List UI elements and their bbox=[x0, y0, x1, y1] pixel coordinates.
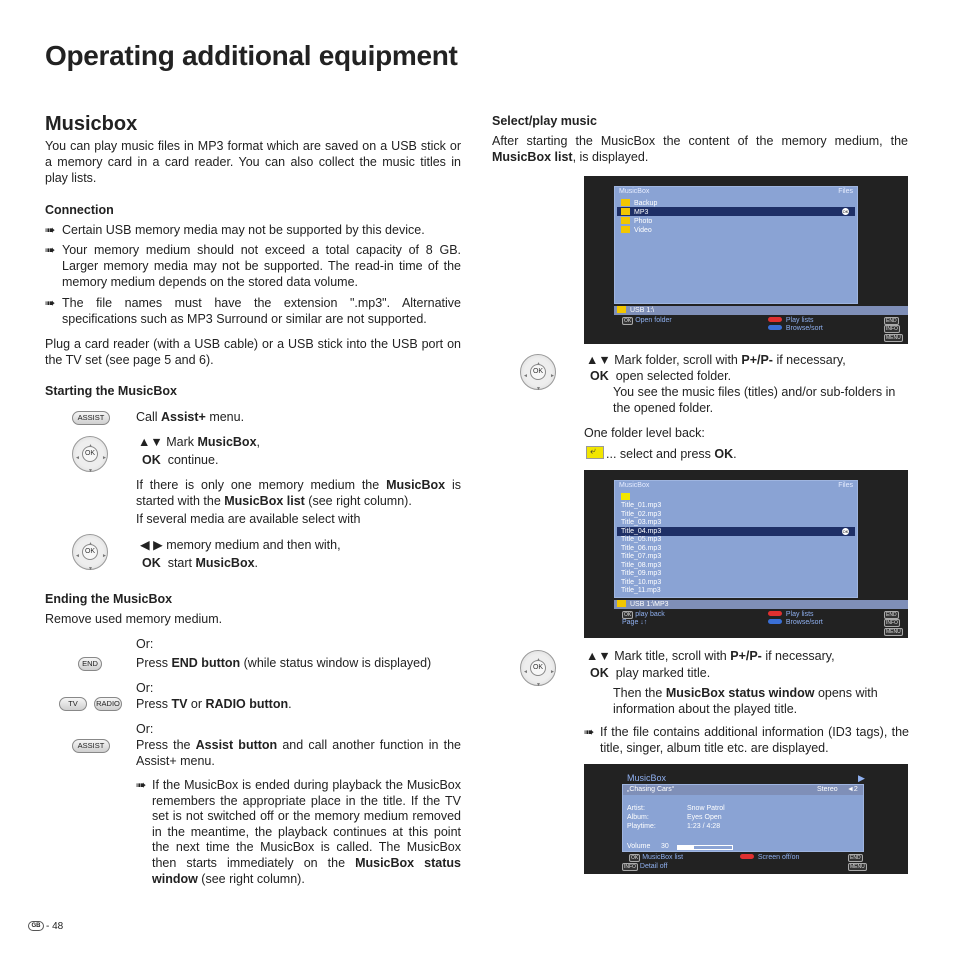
end-button[interactable]: END bbox=[78, 657, 102, 671]
ok-navigation-pad-4[interactable]: ▼ ◄ ► OK bbox=[520, 650, 556, 686]
plug-text: Plug a card reader (with a USB cable) or a USB stick into the USB port on the TV set (see page 5 and 6). bbox=[45, 337, 461, 367]
folder-item[interactable]: Video bbox=[621, 226, 652, 236]
or-label: Or: bbox=[136, 681, 154, 695]
end-key-icon: END bbox=[886, 612, 897, 618]
title-list-panel bbox=[614, 480, 858, 598]
title-item[interactable]: Title_02.mp3 bbox=[621, 510, 662, 518]
folder-icon bbox=[621, 199, 630, 206]
country-badge: GB bbox=[28, 921, 44, 931]
ok-navigation-pad-2[interactable]: ▼ ◄ ► OK bbox=[72, 534, 108, 570]
folder-icon bbox=[617, 600, 626, 607]
path-text: USB 1:\MP3 bbox=[630, 601, 669, 608]
ok-icon: OK bbox=[624, 318, 632, 324]
ok-key[interactable]: OK bbox=[530, 660, 546, 676]
connection-bullet-1: ➠ Certain USB memory media may not be supported by this device. bbox=[45, 223, 425, 237]
play-title-text: OK play marked title. bbox=[590, 666, 711, 680]
path-bar bbox=[614, 600, 908, 609]
info-key-icon: INFO bbox=[886, 326, 898, 332]
title-item[interactable]: Title_07.mp3 bbox=[621, 553, 662, 560]
end-key-icon: END bbox=[886, 318, 897, 324]
page-hint: Page ↓↑ bbox=[622, 619, 648, 626]
single-medium-text: If there is only one memory medium the MusicBox is started with the MusicBox list (see right column). bbox=[136, 478, 462, 508]
red-key-icon bbox=[740, 854, 754, 859]
speaker-icon: ◄2 bbox=[847, 786, 858, 793]
path-bar bbox=[614, 306, 908, 315]
ok-start-text: OK start MusicBox. bbox=[142, 556, 259, 570]
tv-button[interactable]: TV bbox=[59, 697, 87, 711]
detail-off-hint: INFO Detail off bbox=[624, 863, 668, 870]
or-label: Or: bbox=[136, 722, 154, 736]
volume-value: 30 bbox=[661, 843, 669, 850]
title-item[interactable]: Title_08.mp3 bbox=[621, 561, 662, 569]
left-right-arrow-icon: ◀ ▶ bbox=[140, 538, 163, 552]
ok-icon: OK bbox=[842, 209, 849, 214]
folder-back-text: One folder level back: bbox=[584, 426, 705, 440]
select-intro: After starting the MusicBox the content of the memory medium, the MusicBox list, is displayed. bbox=[492, 134, 908, 164]
remove-medium-text: Remove used memory medium. bbox=[45, 612, 223, 626]
play-lists-hint: Play lists bbox=[768, 317, 814, 326]
arrow-icon: ➠ bbox=[45, 223, 56, 237]
info-key-icon: INFO bbox=[624, 864, 636, 870]
section-title: Musicbox bbox=[45, 113, 138, 135]
title-item[interactable]: Title_03.mp3 bbox=[621, 519, 662, 526]
tv-radio-text: Press TV or RADIO button. bbox=[136, 697, 292, 711]
blue-key-icon bbox=[768, 325, 782, 330]
title-item[interactable]: Title_11.mp3 bbox=[621, 587, 661, 594]
musicbox-list-screen bbox=[584, 176, 908, 344]
ok-icon: OK bbox=[624, 612, 632, 618]
path-text: USB 1:\ bbox=[630, 307, 655, 314]
browse-sort-hint: Browse/sort bbox=[768, 619, 823, 628]
title-item[interactable]: Title_09.mp3 bbox=[621, 570, 662, 577]
blue-key-icon bbox=[768, 619, 782, 624]
browse-sort-hint: Browse/sort bbox=[768, 325, 823, 334]
red-key-icon bbox=[768, 611, 782, 616]
title-item[interactable]: Title_10.mp3 bbox=[621, 578, 662, 586]
ok-key[interactable]: OK bbox=[82, 446, 98, 462]
playtime-value: 1:23 / 4:28 bbox=[687, 823, 721, 830]
call-assist-text: Call Assist+ menu. bbox=[136, 410, 245, 424]
end-button-text: Press END button (while status window is displayed) bbox=[136, 656, 432, 670]
ok-key[interactable]: OK bbox=[530, 364, 546, 380]
red-key-icon bbox=[768, 317, 782, 322]
select-play-heading: Select/play music bbox=[492, 114, 597, 128]
folder-item[interactable]: Backup bbox=[621, 199, 657, 209]
folder-item[interactable]: Photo bbox=[621, 217, 652, 227]
album-value: Eyes Open bbox=[687, 814, 722, 821]
assist-button-2[interactable]: ASSIST bbox=[72, 739, 110, 753]
ending-heading: Ending the MusicBox bbox=[45, 592, 173, 606]
status-window-text: Then the MusicBox status window opens with information about the played title. bbox=[613, 686, 878, 716]
mark-folder-text: ▲▼ Mark folder, scroll with P+/P- if necessary, bbox=[586, 353, 846, 367]
artist-label: Artist: bbox=[627, 805, 645, 812]
ok-navigation-pad-3[interactable]: ▼ ◄ ► OK bbox=[520, 354, 556, 390]
arrow-icon: ➠ bbox=[136, 778, 147, 792]
assist-end-text: Press the Assist button and call another function in the Assist+ menu. bbox=[136, 738, 462, 768]
play-back-hint: OK play back bbox=[624, 611, 665, 618]
artist-value: Snow Patrol bbox=[687, 805, 725, 812]
title-item[interactable]: Title_01.mp3 bbox=[621, 502, 662, 509]
select-back-text: ... select and press OK. bbox=[606, 447, 737, 461]
up-down-arrow-icon: ▲▼ bbox=[586, 649, 611, 663]
folder-icon bbox=[621, 208, 630, 215]
ok-icon: OK bbox=[631, 855, 639, 861]
screen-off-hint: Screen off/on bbox=[740, 854, 799, 863]
resume-note: ➠ If the MusicBox is ended during playback the MusicBox remembers the appropriate place in the title. If the TV set is not switched off or the memory medium removed in the meantime, the playback continues at this point the next time the MusicBox is called. The MusicBox then starts immediately on the MusicBox status window (see right column). bbox=[136, 778, 461, 886]
ok-key[interactable]: OK bbox=[82, 544, 98, 560]
menu-key-icon: MENU bbox=[886, 335, 901, 341]
or-label: Or: bbox=[136, 637, 154, 651]
connection-bullet-3: ➠ The file names must have the extension ".mp3". Alternative specifications such as MP3 Surround or similar are not supported. bbox=[45, 296, 461, 326]
select-memory-text: ◀ ▶ memory medium and then with, bbox=[140, 538, 341, 552]
ok-continue-text: OK continue. bbox=[142, 453, 219, 467]
music-file-list-screen bbox=[584, 470, 908, 638]
title-item[interactable]: Title_04.mp3 bbox=[621, 527, 662, 535]
files-tab[interactable]: Files bbox=[838, 482, 853, 489]
several-media-text: If several media are available select with bbox=[136, 512, 361, 526]
playtime-label: Playtime: bbox=[627, 823, 656, 830]
arrow-icon: ➠ bbox=[584, 725, 595, 739]
play-lists-hint: Play lists bbox=[768, 611, 814, 620]
folder-icon bbox=[621, 226, 630, 233]
musicbox-status-screen bbox=[584, 764, 908, 874]
mark-title-text: ▲▼ Mark title, scroll with P+/P- if necessary, bbox=[586, 649, 835, 663]
folder-up-icon: ⤶ bbox=[586, 446, 604, 459]
connection-bullet-2: ➠ Your memory medium should not exceed a total capacity of 8 GB. Larger memory media may not be supported. The read-in time of the memory medium depends on the stored data volume. bbox=[45, 243, 461, 289]
title-item[interactable]: Title_05.mp3 bbox=[621, 536, 662, 543]
page-title: Operating additional equipment bbox=[45, 40, 458, 71]
volume-bar[interactable] bbox=[677, 845, 733, 850]
open-folder-hint: OK Open folder bbox=[624, 317, 672, 324]
screen-title: MusicBox bbox=[619, 482, 650, 489]
play-icon: ▶ bbox=[858, 773, 865, 783]
intro-text: You can play music files in MP3 format which are saved on a USB stick or a memory card in a card reader. You can also collect the music titles in play lists. bbox=[45, 139, 461, 185]
folder-up-icon[interactable] bbox=[621, 493, 630, 500]
song-title: „Chasing Cars“ bbox=[627, 786, 675, 793]
folder-icon bbox=[617, 306, 626, 313]
connection-heading: Connection bbox=[45, 203, 114, 217]
menu-key-icon: MENU bbox=[886, 629, 901, 635]
starting-heading: Starting the MusicBox bbox=[45, 384, 177, 398]
folder-icon bbox=[621, 217, 630, 224]
menu-key-icon: MENU bbox=[850, 864, 865, 870]
arrow-icon: ➠ bbox=[45, 296, 56, 310]
end-key-icon: END bbox=[850, 855, 861, 861]
see-files-text: You see the music files (titles) and/or sub-folders in the opened folder. bbox=[613, 385, 896, 415]
assist-button[interactable]: ASSIST bbox=[72, 411, 110, 425]
file-list-panel bbox=[614, 186, 858, 304]
ok-icon: OK bbox=[842, 529, 849, 534]
open-folder-text: OK open selected folder. bbox=[590, 369, 732, 383]
files-tab[interactable]: Files bbox=[838, 188, 853, 195]
folder-item[interactable]: MP3 bbox=[621, 208, 648, 218]
album-label: Album: bbox=[627, 814, 649, 821]
arrow-icon: ➠ bbox=[45, 243, 56, 257]
status-panel bbox=[622, 784, 864, 852]
id3-note: ➠ If the file contains additional information (ID3 tags), the title, singer, album title etc. are displayed. bbox=[584, 725, 909, 755]
info-key-icon: INFO bbox=[886, 620, 898, 626]
volume-label: Volume bbox=[627, 843, 651, 850]
screen-title: MusicBox bbox=[619, 188, 650, 195]
ok-navigation-pad[interactable]: ▼ ◄ ► OK bbox=[72, 436, 108, 472]
title-item[interactable]: Title_06.mp3 bbox=[621, 544, 662, 552]
up-down-arrow-icon: ▲▼ bbox=[138, 435, 163, 449]
up-down-arrow-icon: ▲▼ bbox=[586, 353, 611, 367]
stereo-label: Stereo bbox=[817, 786, 838, 793]
page-number: - 48 bbox=[46, 921, 64, 932]
status-title: MusicBox bbox=[627, 773, 667, 783]
musicbox-list-hint: OK MusicBox list bbox=[631, 854, 684, 861]
radio-button[interactable]: RADIO bbox=[94, 697, 122, 711]
mark-musicbox-text: ▲▼ Mark MusicBox, bbox=[138, 435, 261, 449]
